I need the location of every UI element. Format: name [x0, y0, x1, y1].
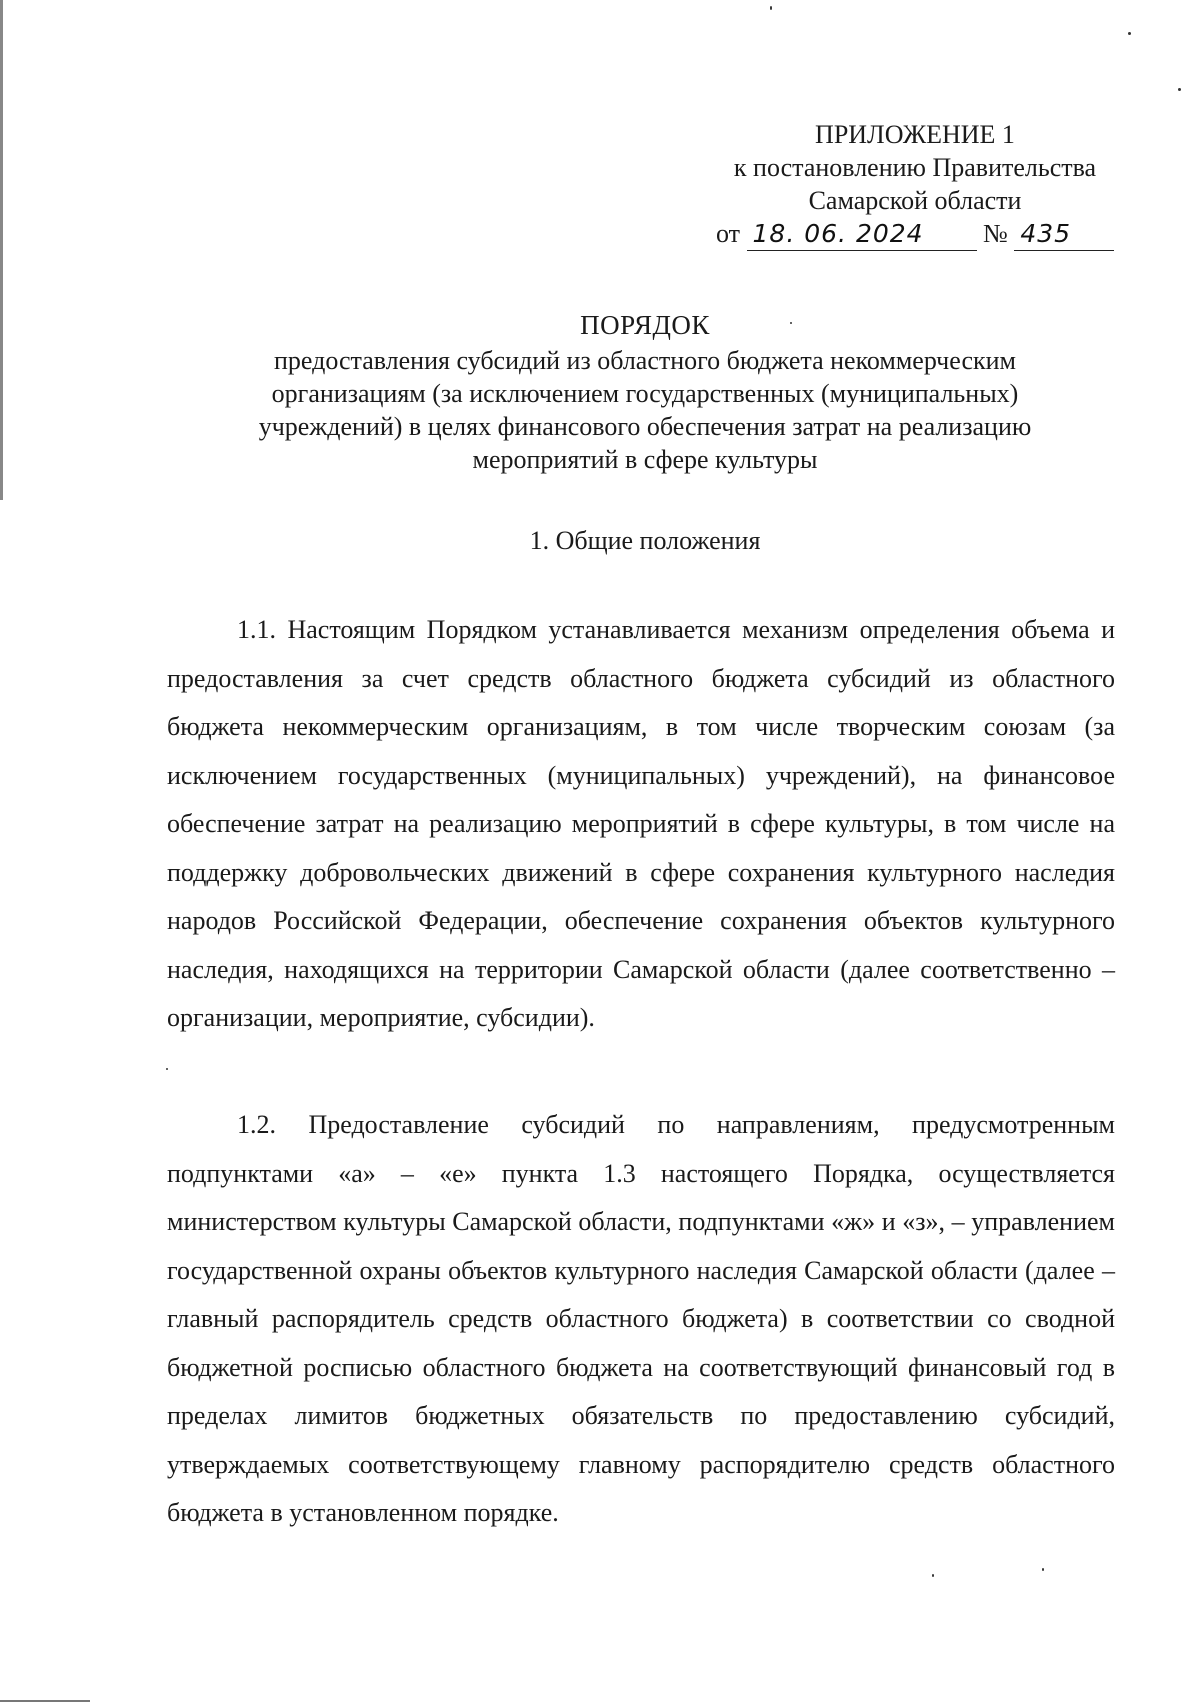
scan-speck	[932, 1574, 934, 1577]
subtitle-line: организациям (за исключением государственных (муниципальных)	[271, 379, 1019, 408]
approval-reference: к постановлению Правительства	[733, 153, 1097, 182]
subtitle-line: учреждений) в целях финансового обеспечения затрат на реализацию	[258, 412, 1032, 441]
approval-block	[700, 118, 1130, 251]
scan-speck	[1178, 88, 1181, 91]
date-prefix: от	[716, 219, 741, 248]
paragraph-1-1: 1.1. Настоящим Порядком устанавливается механизм определения объема и предоставления за счет средств областного бюджета субсидий из областного бюджета некоммерческим организациям, в том числе творческим союзам (за исключением государственных (муниципальных) учреждений), на финансовое обеспечение затрат на реализацию мероприятий в сфере культуры, в том числе на поддержку добровольческих движений в сфере сохранения культурного наследия народов Российской Федерации, обеспечение сохранения объектов культурного наследия, находящихся на территории Самарской области (далее соответственно – организации, мероприятие, субсидии).	[167, 615, 1115, 1032]
number-prefix: №	[983, 219, 1008, 248]
scan-speck	[770, 6, 772, 10]
scan-edge-line	[0, 1700, 90, 1702]
paragraph-1-2: 1.2. Предоставление субсидий по направлениям, предусмотренным подпунктами «а» – «е» пункта 1.3 настоящего Порядка, осуществляется министерством культуры Самарской области, подпунктами «ж» и «з», – управлением государственной охраны объектов культурного наследия Самарской области (далее – главный распорядитель средств областного бюджета) в соответствии со сводной бюджетной росписью областного бюджета на соответствующий финансовый год в пределах лимитов бюджетных обязательств по предоставлению субсидий, утверждаемых соответствующему главному распорядителю средств областного бюджета в установленном порядке.	[167, 1110, 1115, 1527]
document-subtitle	[160, 344, 1130, 476]
scan-edge-line	[0, 0, 3, 500]
handwritten-number: 435	[1014, 217, 1114, 251]
approval-region: Самарской области	[808, 186, 1022, 215]
scan-speck	[1128, 32, 1131, 35]
document-title: ПОРЯДОК	[580, 310, 710, 340]
subtitle-line: мероприятий в сфере культуры	[472, 445, 818, 474]
handwritten-date: 18. 06. 2024	[747, 217, 977, 251]
scan-speck	[1042, 1568, 1044, 1571]
scan-speck	[790, 322, 792, 324]
approval-title: ПРИЛОЖЕНИЕ 1	[815, 120, 1015, 149]
scan-speck	[166, 1068, 168, 1070]
subtitle-line: предоставления субсидий из областного бюджета некоммерческим	[273, 346, 1016, 375]
section-heading: 1. Общие положения	[529, 526, 761, 555]
document-title-block	[160, 308, 1130, 476]
approval-date-row	[700, 217, 1130, 251]
